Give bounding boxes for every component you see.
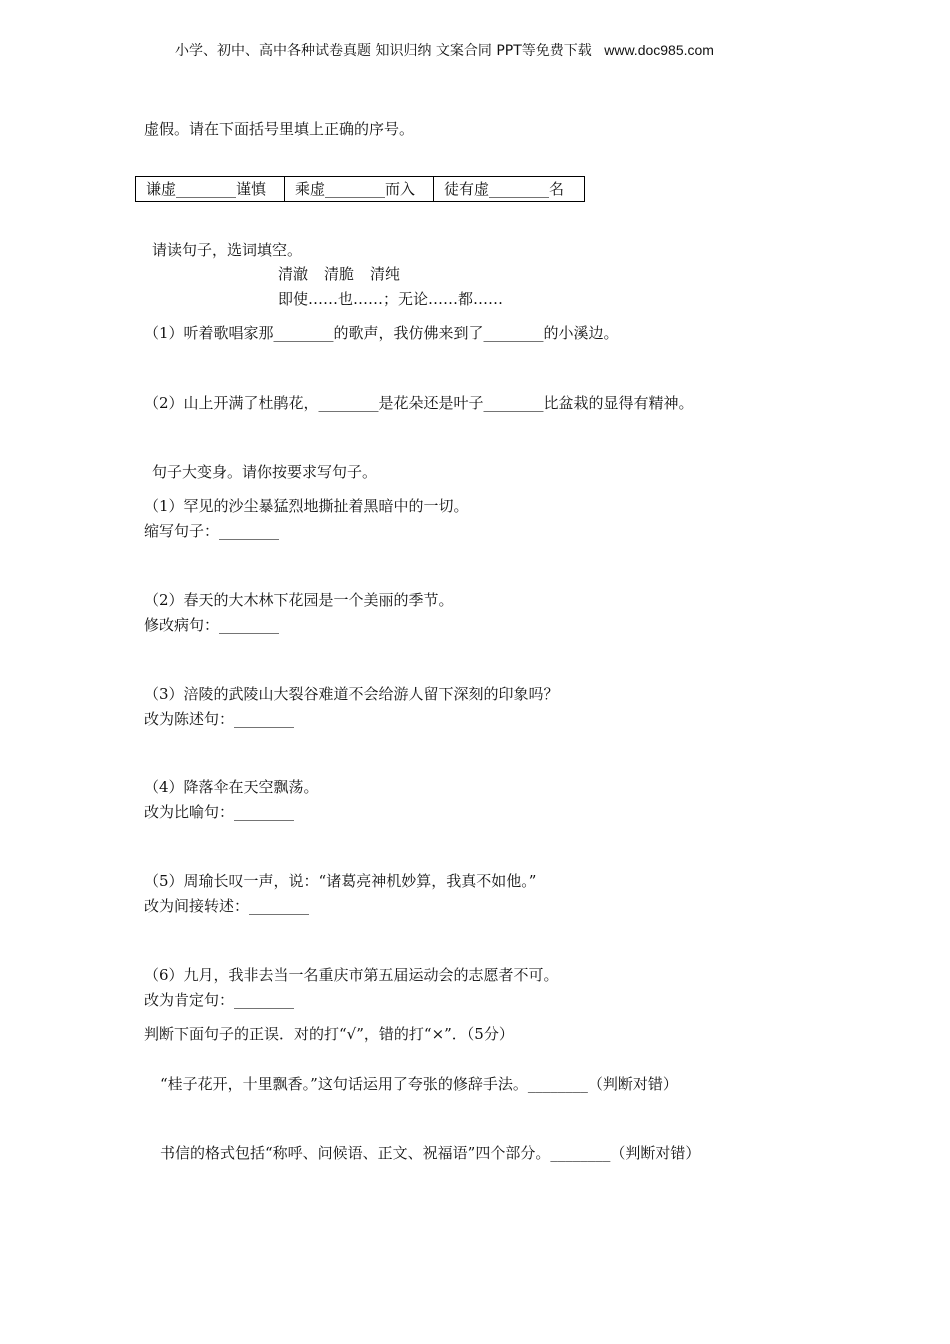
- section-judge-title: 判断下面句子的正误．对的打“√”，错的打“×”．（5分）: [144, 1025, 514, 1043]
- word-option-2: 清脆: [324, 265, 355, 283]
- rewrite-question-4: （4）降落伞在天空飘荡。: [144, 778, 319, 796]
- intro-line: 虚假。请在下面括号里填上正确的序号。: [144, 120, 415, 138]
- blank-cell-1[interactable]: 谦虚________谨慎: [136, 177, 285, 202]
- blank-cell-2[interactable]: 乘虚________而入: [285, 177, 434, 202]
- blank-cell-3[interactable]: 徒有虚________名: [434, 177, 585, 202]
- words-question-1: （1）听着歌唱家那________的歌声，我仿佛来到了________的小溪边。: [144, 324, 619, 342]
- rewrite-answer-2[interactable]: 修改病句：________: [144, 616, 280, 634]
- rewrite-answer-3[interactable]: 改为陈述句：________: [144, 710, 295, 728]
- section-words-title: 请读句子，选词填空。: [152, 241, 303, 259]
- header-url[interactable]: www.doc985.com: [604, 42, 714, 58]
- header-text: 小学、初中、高中各种试卷真题 知识归纳 文案合同 PPT等免费下载: [175, 43, 592, 59]
- judge-item-1[interactable]: “桂子花开，十里飘香。”这句话运用了夸张的修辞手法。________（判断对错）: [160, 1075, 678, 1093]
- rewrite-question-1: （1）罕见的沙尘暴猛烈地撕扯着黑暗中的一切。: [144, 497, 469, 515]
- section-rewrite-title: 句子大变身。请你按要求写句子。: [152, 463, 378, 481]
- blank-table: [135, 176, 585, 202]
- word-option-3: 清纯: [370, 265, 401, 283]
- rewrite-answer-1[interactable]: 缩写句子：________: [144, 522, 280, 540]
- rewrite-answer-5[interactable]: 改为间接转述：________: [144, 897, 310, 915]
- rewrite-question-6: （6）九月，我非去当一名重庆市第五届运动会的志愿者不可。: [144, 966, 559, 984]
- rewrite-answer-4[interactable]: 改为比喻句：________: [144, 803, 295, 821]
- connective-options: 即使……也……；无论……都……: [278, 290, 504, 308]
- rewrite-answer-6[interactable]: 改为肯定句：________: [144, 991, 295, 1009]
- page-header: [175, 40, 714, 61]
- word-option-1: 清澈: [278, 265, 309, 283]
- rewrite-question-2: （2）春天的大木林下花园是一个美丽的季节。: [144, 591, 454, 609]
- words-question-2: （2）山上开满了杜鹃花，________是花朵还是叶子________比盆栽的显得有精神。: [144, 394, 694, 412]
- rewrite-question-3: （3）涪陵的武陵山大裂谷难道不会给游人留下深刻的印象吗？: [144, 685, 559, 703]
- judge-item-2[interactable]: 书信的格式包括“称呼、问候语、正文、祝福语”四个部分。________（判断对错）: [160, 1144, 701, 1162]
- word-options: [278, 264, 416, 284]
- rewrite-question-5: （5）周瑜长叹一声，说：“诸葛亮神机妙算，我真不如他。”: [144, 872, 537, 890]
